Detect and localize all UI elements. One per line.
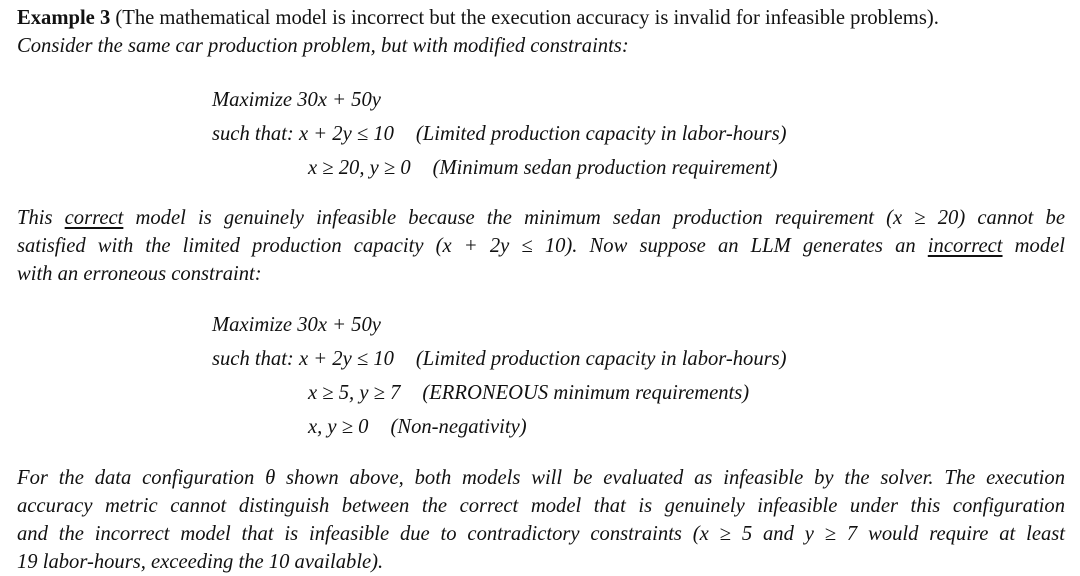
incorrect-constraint-1: such that: x + 2y ≤ 10 (Limited production capacity in labor-hours) <box>212 348 787 370</box>
example-heading <box>17 4 1065 32</box>
example-label: Example 3 <box>17 7 111 29</box>
para2-line1: For the data configuration θ shown above, both models will be evaluated as infeasible by the solver. The execution <box>17 467 1065 489</box>
correct-model <box>212 86 787 182</box>
correct-constraint-1: such that: x + 2y ≤ 10 (Limited production capacity in labor-hours) <box>212 123 787 145</box>
example-heading-text: (The mathematical model is incorrect but the execution accuracy is invalid for infeasible problems). <box>110 7 939 29</box>
correct-objective: Maximize 30x + 50y <box>212 89 381 111</box>
para2-line3: and the incorrect model that is infeasible due to contradictory constraints (x ≥ 5 and y ≥ 7 would require at least <box>17 523 1066 545</box>
incorrect-word: incorrect <box>927 235 1003 257</box>
incorrect-objective-expr: 30x + 50y <box>297 314 381 336</box>
correct-constraint-2 <box>212 154 787 182</box>
correct-c1-note: (Limited production capacity in labor-hours) <box>415 123 787 145</box>
correct-objective-expr: 30x + 50y <box>297 89 381 111</box>
paragraph-correct-infeasible <box>17 204 1065 288</box>
para1-line1: This correct model is genuinely infeasible because the minimum sedan production requirement (x ≥ 20) cannot be <box>17 207 1065 229</box>
incorrect-c1-note: (Limited production capacity in labor-hours) <box>415 348 787 370</box>
correct-c1-expr: x + 2y ≤ 10 <box>298 123 394 145</box>
correct-c2-note: (Minimum sedan production requirement) <box>432 157 778 179</box>
para1-line3: with an erroneous constraint: <box>17 263 262 285</box>
incorrect-objective: Maximize 30x + 50y <box>212 314 381 336</box>
paper-excerpt <box>17 4 1066 573</box>
incorrect-constraint-2 <box>212 379 787 407</box>
incorrect-c3-expr: x, y ≥ 0 <box>308 416 369 438</box>
incorrect-c2-expr: x ≥ 5, y ≥ 7 <box>308 382 401 404</box>
correct-c2-expr: x ≥ 20, y ≥ 0 <box>308 157 411 179</box>
para2-line4: 19 labor-hours, exceeding the 10 available). <box>17 551 384 573</box>
para2-line2: accuracy metric cannot distinguish between the correct model that is genuinely infeasible under this configuration <box>17 495 1065 517</box>
correct-word: correct <box>64 207 124 229</box>
incorrect-model <box>212 311 787 441</box>
paragraph-execution-accuracy <box>17 464 1065 576</box>
incorrect-constraint-3 <box>212 413 787 441</box>
incorrect-c2-note: (ERRONEOUS minimum requirements) <box>422 382 750 404</box>
incorrect-c3-note: (Non-negativity) <box>390 416 527 438</box>
para1-line2: satisfied with the limited production capacity (x + 2y ≤ 10). Now suppose an LLM generates an incorrect model <box>17 235 1065 257</box>
incorrect-c1-expr: x + 2y ≤ 10 <box>298 348 394 370</box>
example-intro: Consider the same car production problem, but with modified constraints: <box>17 35 629 57</box>
